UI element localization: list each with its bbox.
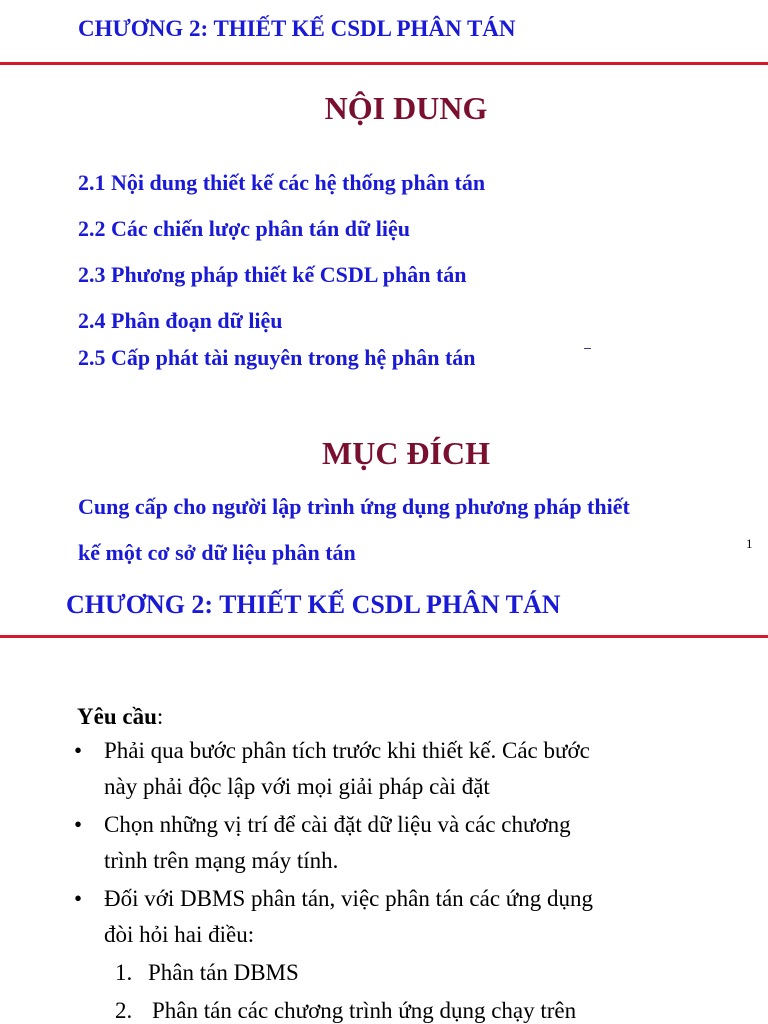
bullet-text-line: đòi hỏi hai điều: — [104, 922, 255, 947]
header-divider — [0, 635, 768, 638]
section-heading-content: NỘI DUNG — [324, 90, 488, 126]
numbered-item-label: 1. — [115, 960, 133, 985]
page-number: 1 — [746, 536, 753, 551]
bullet-text-line: này phải độc lập với mọi giải pháp cài đặt — [104, 774, 490, 799]
bullet-text-line: trình trên mạng máy tính. — [104, 848, 339, 873]
requirements-label-text: Yêu cầu — [77, 704, 157, 729]
numbered-item-text: Phân tán DBMS — [148, 960, 299, 985]
bullet-icon: • — [74, 812, 83, 837]
requirements-label — [77, 704, 163, 730]
toc-item: 2.2 Các chiến lược phân tán dữ liệu — [78, 216, 410, 241]
header-divider — [0, 62, 768, 65]
numbered-item-text: Phân tán các chương trình ứng dụng chạy trên — [152, 998, 577, 1023]
requirements-colon: : — [156, 704, 164, 729]
section-heading-purpose: MỤC ĐÍCH — [322, 435, 490, 471]
chapter-title: CHƯƠNG 2: THIẾT KẾ CSDL PHÂN TÁN — [66, 590, 561, 619]
bullet-text-line: Phải qua bước phân tích trước khi thiết kế. Các bước — [104, 738, 590, 763]
toc-item: 2.5 Cấp phát tài nguyên trong hệ phân tán — [78, 345, 476, 370]
stray-mark — [584, 348, 591, 349]
chapter-title: CHƯƠNG 2: THIẾT KẾ CSDL PHÂN TÁN — [78, 16, 516, 41]
bullet-icon: • — [74, 886, 83, 911]
numbered-item-label: 2. — [115, 998, 133, 1023]
purpose-text-line: Cung cấp cho người lập trình ứng dụng phương pháp thiết — [78, 494, 630, 519]
bullet-text-line: Chọn những vị trí để cài đặt dữ liệu và các chương — [104, 812, 571, 837]
toc-item: 2.4 Phân đoạn dữ liệu — [78, 308, 283, 333]
bullet-icon: • — [74, 738, 83, 763]
toc-item: 2.3 Phương pháp thiết kế CSDL phân tán — [78, 262, 467, 287]
bullet-text-line: Đối với DBMS phân tán, việc phân tán các ứng dụng — [104, 886, 594, 911]
purpose-text-line: kế một cơ sở dữ liệu phân tán — [78, 540, 356, 565]
toc-item: 2.1 Nội dung thiết kế các hệ thống phân tán — [78, 170, 486, 195]
